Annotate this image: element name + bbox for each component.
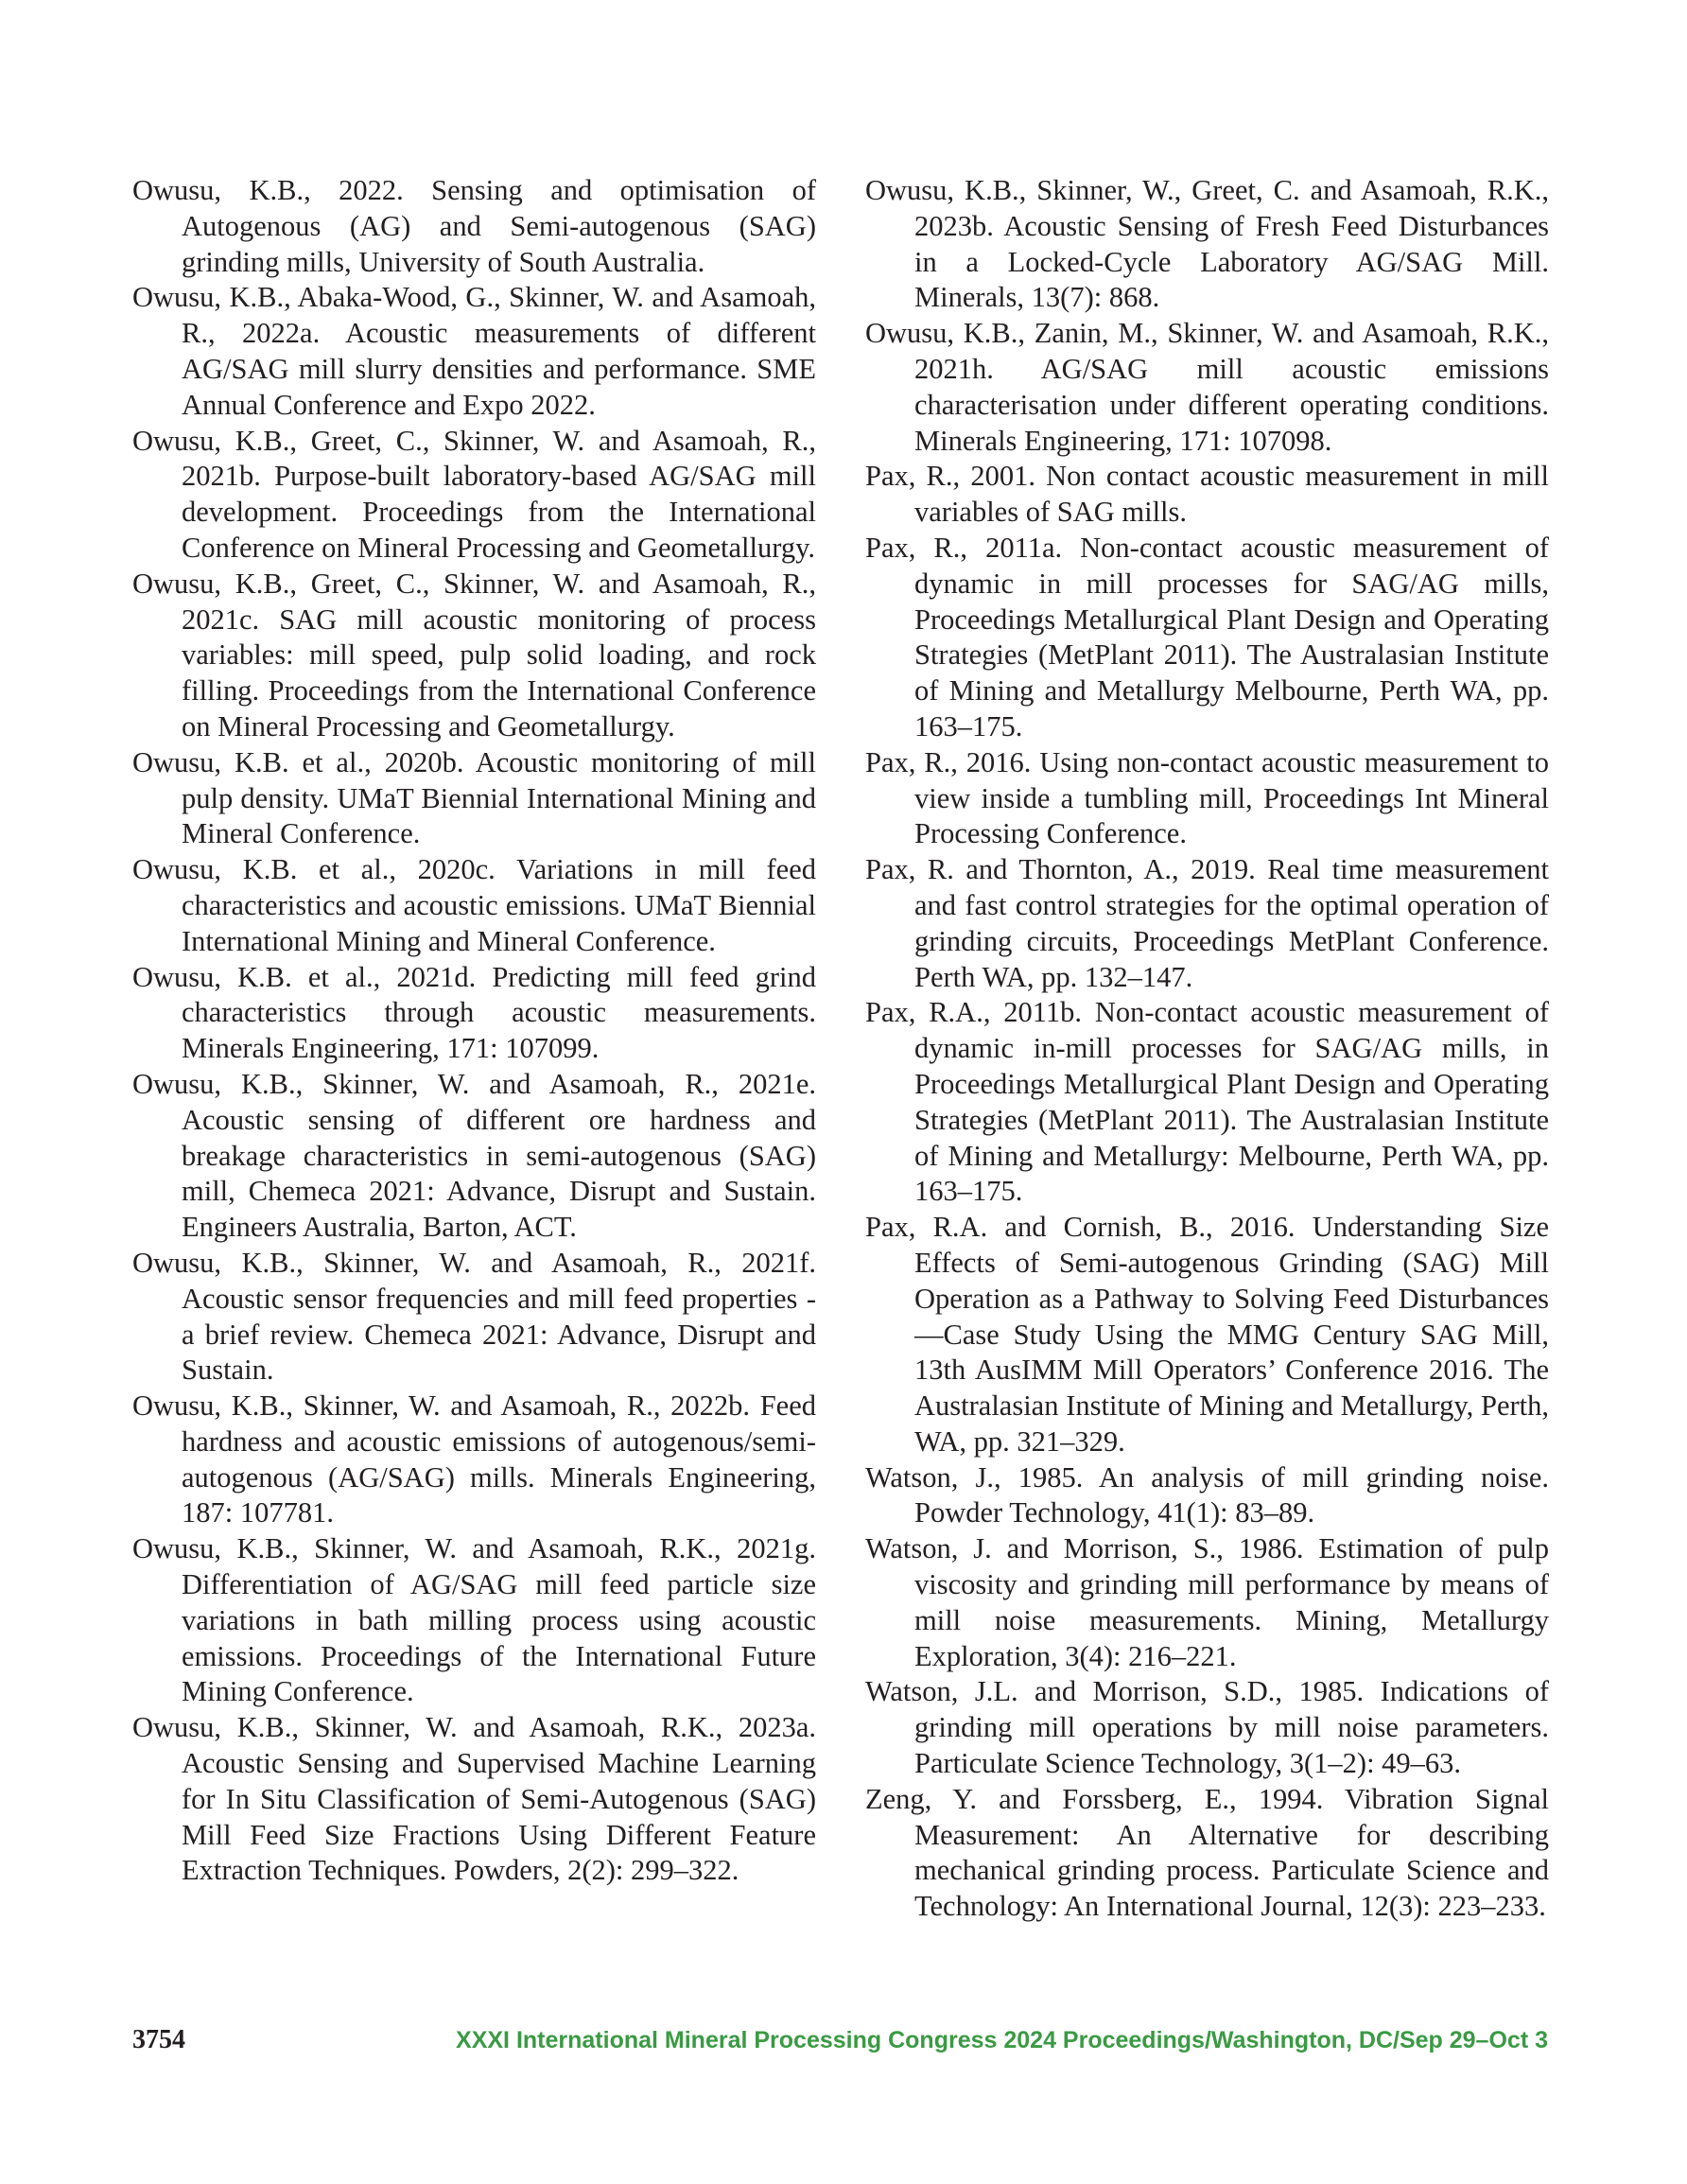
reference-entry: Owusu, K.B., Abaka-Wood, G., Skinner, W. and Asamoah, R., 2022a. Acoustic measurements of different AG/SAG mill slurry densities and performance. SME Annual Conference and Expo 2022.: [132, 281, 816, 421]
reference-entry: Owusu, K.B., Skinner, W., Greet, C. and Asamoah, R.K., 2023b. Acoustic Sensing of Fresh Feed Disturbances in a Locked-Cycle Laboratory AG/SAG Mill. Minerals, 13(7): 868.: [865, 174, 1549, 314]
reference-entry: Watson, J.L. and Morrison, S.D., 1985. Indications of grinding mill operations by mill noise parameters. Particulate Science Technology, 3(1–2): 49–63.: [865, 1675, 1549, 1780]
reference-entry: Owusu, K.B., Greet, C., Skinner, W. and Asamoah, R., 2021b. Purpose-built laboratory-based AG/SAG mill development. Proceedings from the International Conference on Mineral Processing and Geometallurgy.: [132, 424, 816, 564]
conference-running-footer: XXXI International Mineral Processing Congress 2024 Proceedings/Washington, DC/Sep 29–Oct 3: [456, 2027, 1548, 2053]
reference-entry: Watson, J., 1985. An analysis of mill grinding noise. Powder Technology, 41(1): 83–89.: [865, 1460, 1549, 1529]
reference-entry: Owusu, K.B., Skinner, W. and Asamoah, R., 2021e. Acoustic sensing of different ore hardness and breakage characteristics in semi-autogenous (SAG) mill, Chemeca 2021: Advance, Disrupt and Sustain. Engineers Australia, Barton, ACT.: [132, 1067, 816, 1244]
reference-entry: Pax, R.A. and Cornish, B., 2016. Understanding Size Effects of Semi-autogenous Grinding (SAG) Mill Operation as a Pathway to Solving Feed Disturbances—Case Study Using the MMG Century SAG Mill, 13th AusIMM Mill Operators’ Conference 2016. The Australasian Institute of Mining and Metallurgy, Perth, WA, pp. 321–329.: [865, 1211, 1549, 1458]
reference-entry: Owusu, K.B., Skinner, W. and Asamoah, R., 2021f. Acoustic sensor frequencies and mill feed properties - a brief review. Chemeca 2021: Advance, Disrupt and Sustain.: [132, 1246, 816, 1387]
reference-entry: Owusu, K.B., 2022. Sensing and optimisation of Autogenous (AG) and Semi-autogenous (SAG) grinding mills, University of South Australia.: [132, 174, 816, 278]
page-number: 3754: [132, 2025, 185, 2054]
reference-entry: Pax, R. and Thornton, A., 2019. Real time measurement and fast control strategies for the optimal operation of grinding circuits, Proceedings MetPlant Conference. Perth WA, pp. 132–147.: [865, 853, 1549, 993]
reference-entry: Owusu, K.B., Zanin, M., Skinner, W. and Asamoah, R.K., 2021h. AG/SAG mill acoustic emissions characterisation under different operating conditions. Minerals Engineering, 171: 107098.: [865, 317, 1549, 457]
reference-entry: Owusu, K.B., Skinner, W. and Asamoah, R., 2022b. Feed hardness and acoustic emissions of autogenous/semi-autogenous (AG/SAG) mills. Minerals Engineering, 187: 107781.: [132, 1389, 816, 1529]
reference-entry: Owusu, K.B. et al., 2021d. Predicting mill feed grind characteristics through acoustic measurements. Minerals Engineering, 171: 107099.: [132, 960, 816, 1065]
reference-list-left: [132, 173, 816, 1889]
reference-entry: Owusu, K.B., Skinner, W. and Asamoah, R.K., 2023a. Acoustic Sensing and Supervised Machine Learning for In Situ Classification of Semi-Autogenous (SAG) Mill Feed Size Fractions Using Different Feature Extraction Techniques. Powders, 2(2): 299–322.: [132, 1711, 816, 1887]
reference-entry: Pax, R., 2011a. Non-contact acoustic measurement of dynamic in mill processes for SAG/AG mills, Proceedings Metallurgical Plant Design and Operating Strategies (MetPlant 2011). The Australasian Institute of Mining and Metallurgy Melbourne, Perth WA, pp. 163–175.: [865, 531, 1549, 743]
reference-entry: Watson, J. and Morrison, S., 1986. Estimation of pulp viscosity and grinding mill performance by means of mill noise measurements. Mining, Metallurgy Exploration, 3(4): 216–221.: [865, 1532, 1549, 1672]
reference-entry: Owusu, K.B. et al., 2020b. Acoustic monitoring of mill pulp density. UMaT Biennial International Mining and Mineral Conference.: [132, 745, 816, 850]
reference-entry: Pax, R., 2016. Using non-contact acoustic measurement to view inside a tumbling mill, Proceedings Int Mineral Processing Conference.: [865, 745, 1549, 850]
reference-entry: Owusu, K.B., Greet, C., Skinner, W. and Asamoah, R., 2021c. SAG mill acoustic monitoring of process variables: mill speed, pulp solid loading, and rock filling. Proceedings from the International Conference on Mineral Processing and Geometallurgy.: [132, 567, 816, 743]
reference-entry: Zeng, Y. and Forssberg, E., 1994. Vibration Signal Measurement: An Alternative for describing mechanical grinding process. Particulate Science and Technology: An International Journal, 12(3): 223–233.: [865, 1782, 1549, 1923]
reference-entry: Pax, R.A., 2011b. Non-contact acoustic measurement of dynamic in-mill processes for SAG/AG mills, in Proceedings Metallurgical Plant Design and Operating Strategies (MetPlant 2011). The Australasian Institute of Mining and Metallurgy: Melbourne, Perth WA, pp. 163–175.: [865, 996, 1549, 1208]
reference-entry: Owusu, K.B. et al., 2020c. Variations in mill feed characteristics and acoustic emissions. UMaT Biennial International Mining and Mineral Conference.: [132, 853, 816, 957]
reference-entry: Pax, R., 2001. Non contact acoustic measurement in mill variables of SAG mills.: [865, 460, 1549, 529]
reference-list-right: [865, 173, 1549, 1925]
reference-entry: Owusu, K.B., Skinner, W. and Asamoah, R.K., 2021g. Differentiation of AG/SAG mill feed particle size variations in bath milling process using acoustic emissions. Proceedings of the International Future Mining Conference.: [132, 1532, 816, 1708]
